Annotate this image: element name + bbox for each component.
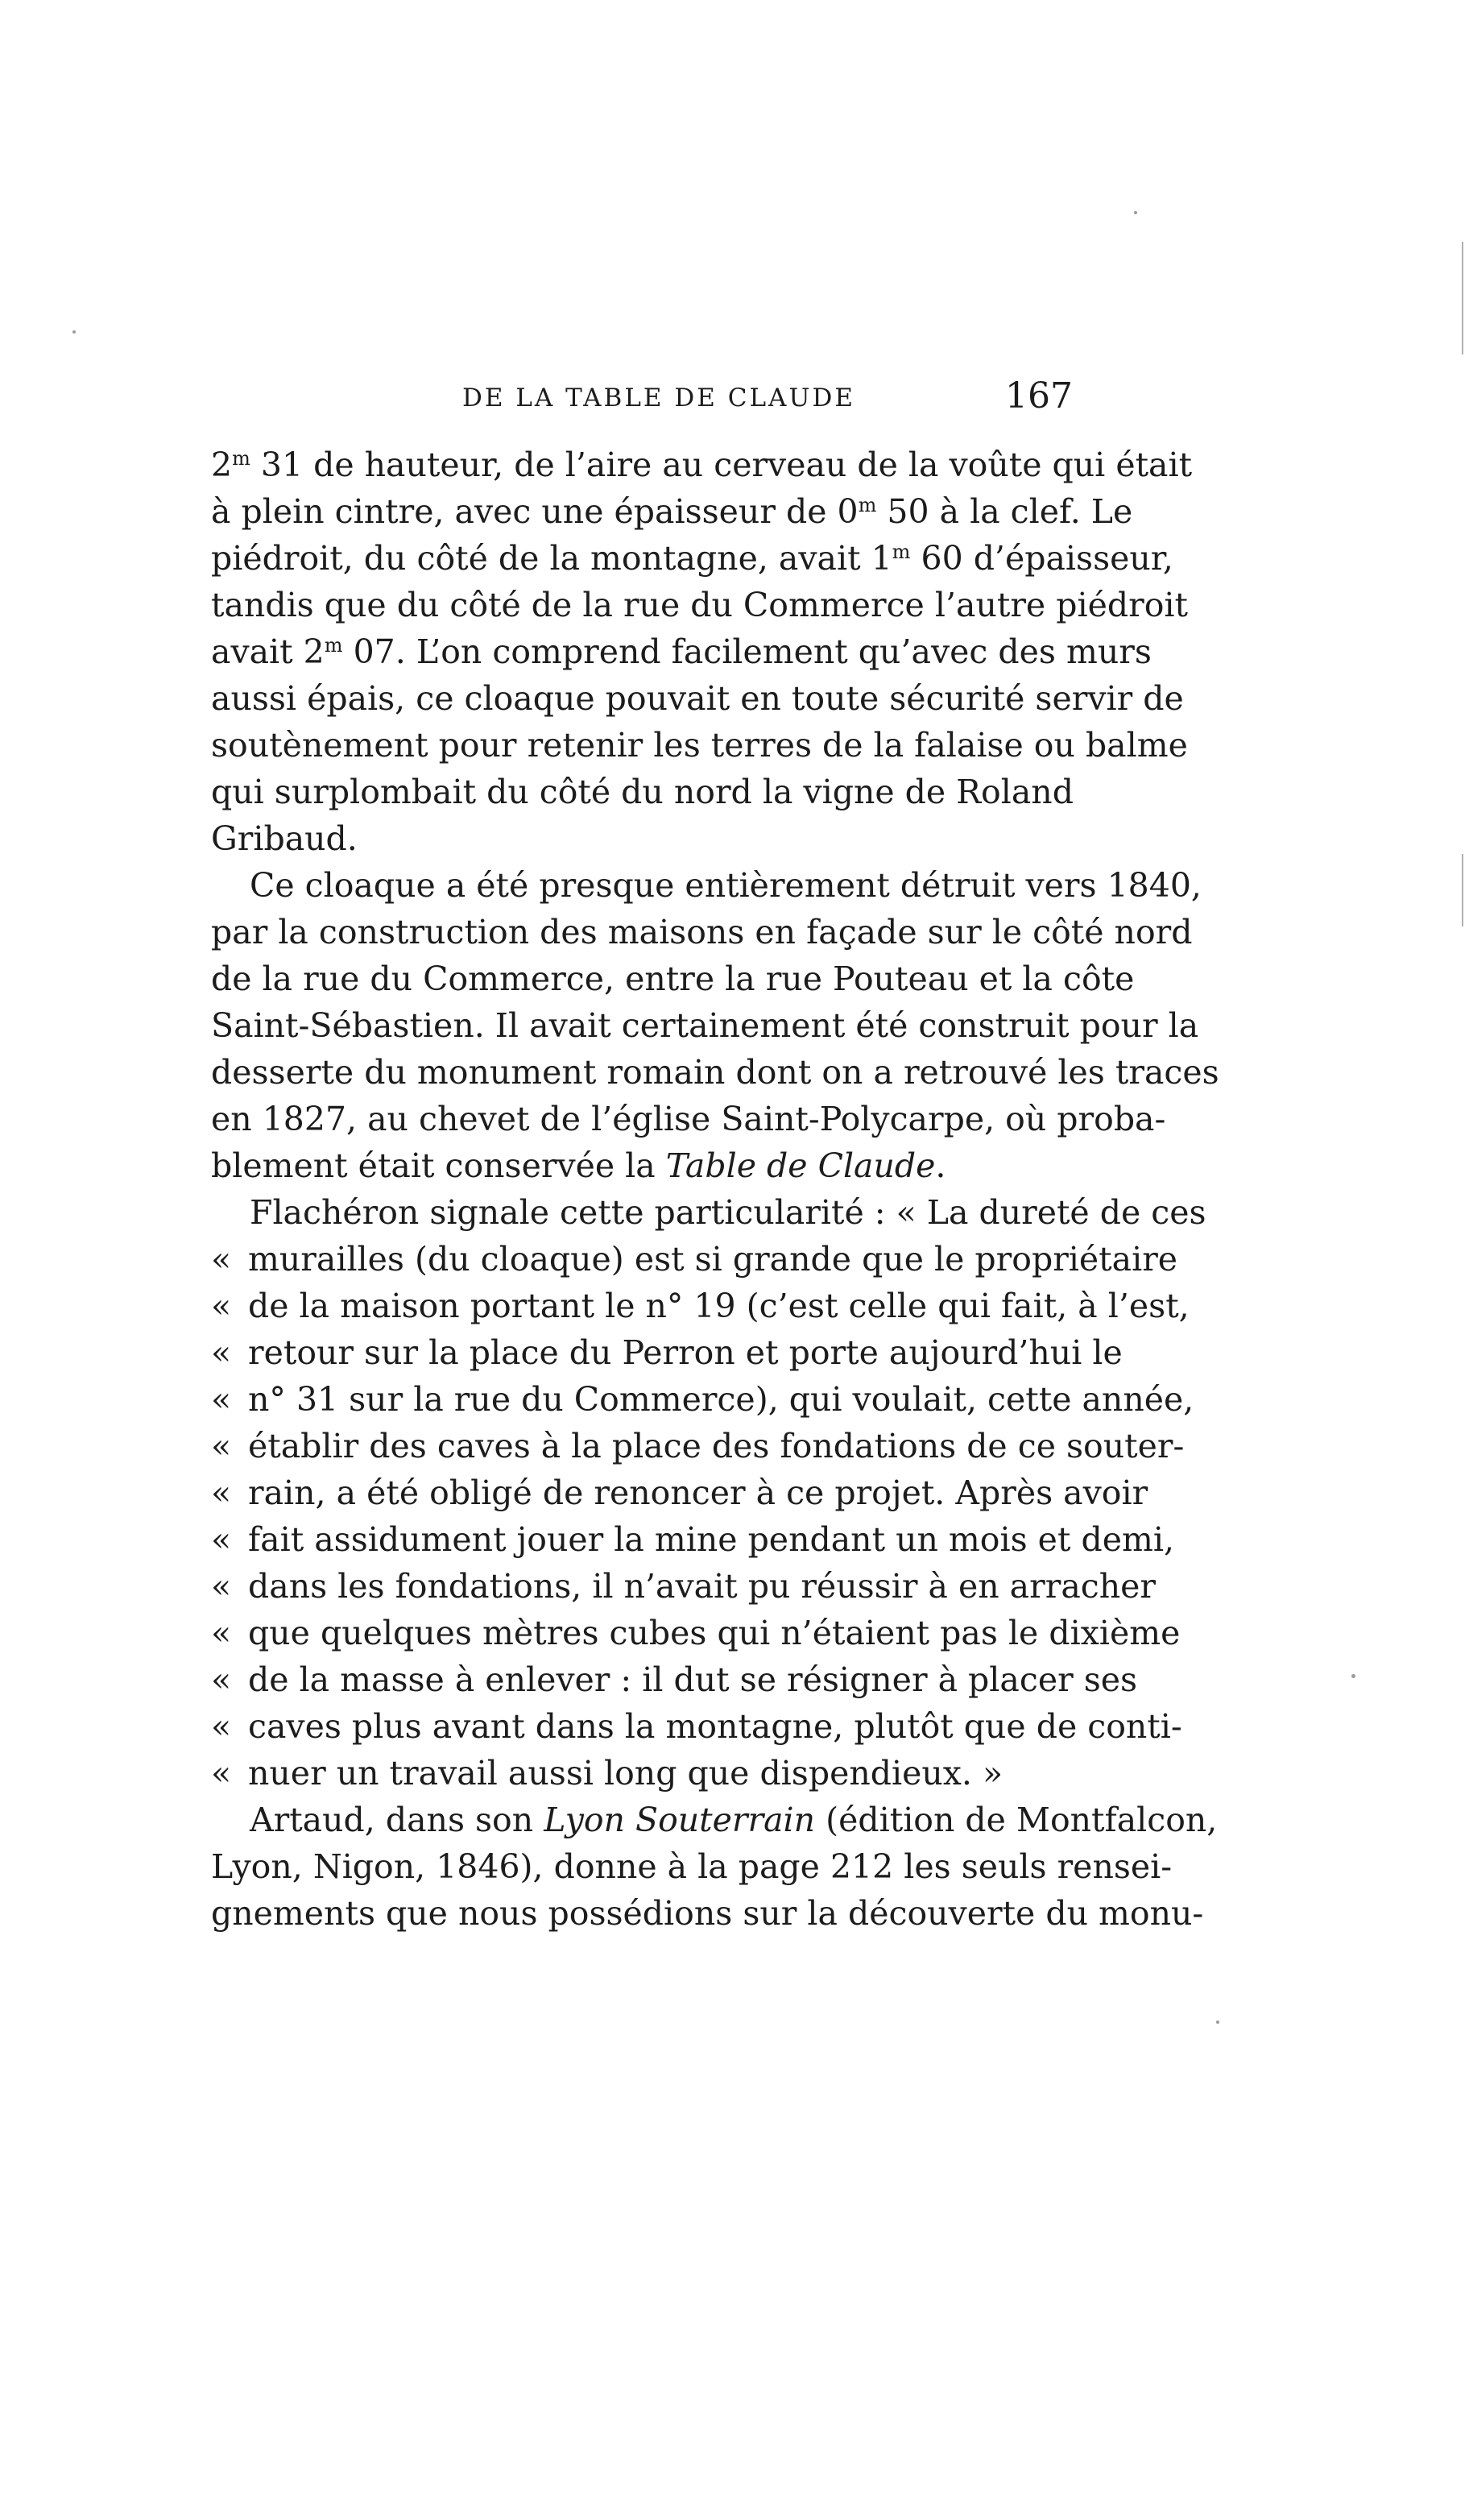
text-line: desserte du monument romain dont on a retrouvé les traces	[211, 1053, 1219, 1092]
quoted-line: « de la masse à enlever : il dut se résigner à placer ses	[211, 1660, 1138, 1699]
text-line: aussi épais, ce cloaque pouvait en toute sécurité servir de	[211, 679, 1184, 718]
paragraph-1	[211, 441, 1193, 862]
text-line: Lyon, Nigon, 1846), donne à la page 212 les seuls rensei-	[211, 1847, 1173, 1886]
text-line: par la construction des maisons en façade sur le côté nord	[211, 913, 1193, 951]
text-line: à plein cintre, avec une épaisseur de 0$^m$ 50 à la clef. Le	[211, 492, 1133, 531]
quoted-line: « de la maison portant le n° 19 (c’est celle qui fait, à l’est,	[211, 1287, 1190, 1325]
italic-title: Lyon Souterrain	[544, 1801, 816, 1839]
scan-speck	[1351, 1674, 1355, 1678]
closing-quote-mark: »	[982, 1754, 1003, 1793]
quoted-line: « murailles (du cloaque) est si grande que le propriétaire	[211, 1240, 1178, 1279]
text-line: 2$^m$ 31 de hauteur, de l’aire au cerveau de la voûte qui était	[211, 446, 1193, 484]
text-line: soutènement pour retenir les terres de la falaise ou balme	[211, 726, 1188, 765]
text-line: piédroit, du côté de la montagne, avait 1$^m$ 60 d’épaisseur,	[211, 539, 1173, 578]
quoted-line: « n° 31 sur la rue du Commerce), qui voulait, cette année,	[211, 1380, 1194, 1419]
quoted-line: « caves plus avant dans la montagne, plutôt que de conti-	[211, 1707, 1182, 1746]
scan-edge-mark	[1462, 242, 1463, 354]
italic-title: Table de Claude	[665, 1146, 936, 1185]
text-line: Gribaud.	[211, 819, 358, 858]
body-text	[211, 441, 1219, 1937]
text-line: Flachéron signale cette particularité : « La dureté de ces	[250, 1193, 1206, 1232]
text-line: Ce cloaque a été presque entièrement détruit vers 1840,	[250, 866, 1202, 905]
text-line: Saint-Sébastien. Il avait certainement été construit pour la	[211, 1006, 1199, 1045]
quoted-line: « nuer un travail aussi long que dispendieux. »	[211, 1754, 1003, 1793]
quoted-line: « établir des caves à la place des fondations de ce souter-	[211, 1427, 1185, 1465]
running-head	[211, 375, 1073, 432]
paragraph-3-quotation	[211, 1189, 1206, 1797]
scan-speck	[72, 330, 76, 334]
scan-speck	[1216, 2021, 1219, 2024]
running-title: DE LA TABLE DE CLAUDE	[462, 383, 856, 412]
text-line: gnements que nous possédions sur la découverte du monu-	[211, 1894, 1204, 1933]
text-line: blement était conservée la Table de Claude.	[211, 1146, 946, 1185]
text-line: en 1827, au chevet de l’église Saint-Polycarpe, où proba-	[211, 1100, 1166, 1138]
page-number: 167	[1005, 375, 1073, 417]
quoted-line: « dans les fondations, il n’avait pu réussir à en arracher	[211, 1567, 1156, 1606]
text-line: de la rue du Commerce, entre la rue Pouteau et la côte	[211, 960, 1135, 998]
quoted-line: « retour sur la place du Perron et porte aujourd’hui le	[211, 1333, 1123, 1372]
paragraph-4	[211, 1797, 1218, 1937]
quoted-line: « fait assidument jouer la mine pendant un mois et demi,	[211, 1520, 1174, 1559]
text-line: tandis que du côté de la rue du Commerce l’autre piédroit	[211, 586, 1188, 624]
quoted-line: « que quelques mètres cubes qui n’étaient pas le dixième	[211, 1614, 1181, 1652]
text-line: qui surplombait du côté du nord la vigne de Roland	[211, 773, 1074, 811]
text-line: Artaud, dans son Lyon Souterrain (édition de Montfalcon,	[250, 1801, 1218, 1839]
quoted-line: « rain, a été obligé de renoncer à ce projet. Après avoir	[211, 1473, 1148, 1512]
paragraph-2	[211, 862, 1219, 1189]
scan-speck	[1134, 211, 1137, 214]
text-line: avait 2$^m$ 07. L’on comprend facilement qu’avec des murs	[211, 632, 1152, 671]
scan-edge-mark	[1462, 854, 1463, 926]
